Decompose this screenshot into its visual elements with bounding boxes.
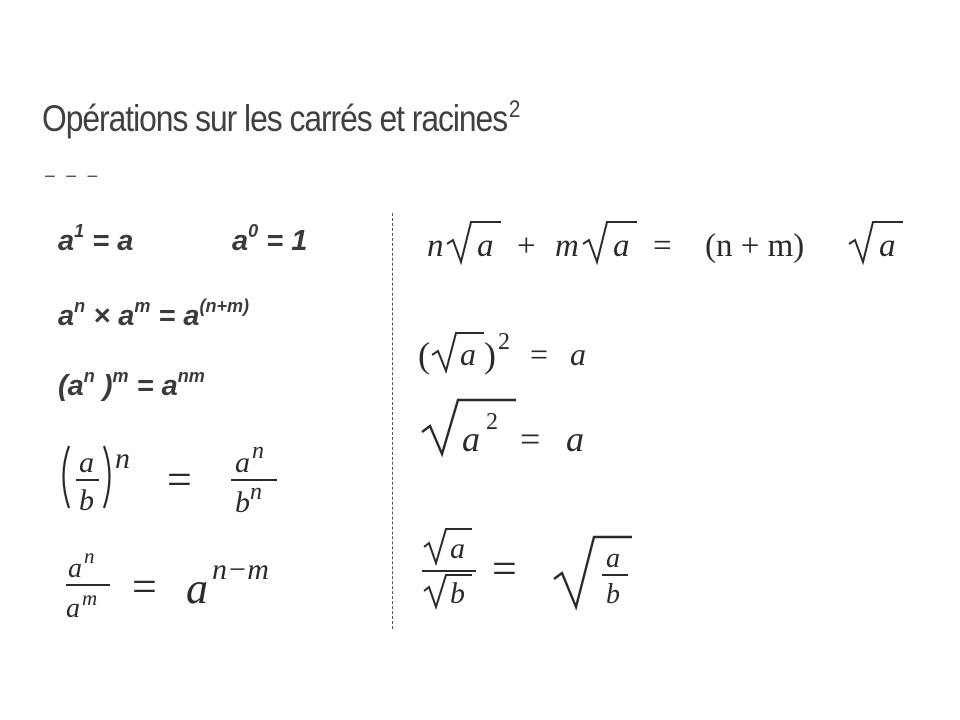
formula-power-one	[58, 221, 133, 258]
radicand: a	[613, 228, 630, 264]
numerator-radicand: a	[450, 532, 465, 565]
denominator: a	[66, 593, 80, 624]
equals-sign: =	[167, 455, 192, 504]
radicand: a	[460, 336, 476, 372]
formula-root-of-square	[420, 396, 620, 461]
result-numerator: a	[235, 446, 250, 479]
sqrt-symbol	[554, 537, 632, 607]
fraction-numerator: a	[79, 446, 94, 479]
right-paren	[104, 446, 110, 508]
equals-term: = a	[150, 300, 200, 332]
result-denominator: b	[606, 579, 620, 610]
radicand: a	[477, 228, 494, 264]
column-divider	[392, 213, 393, 629]
grouped-coefficient: (n + m)	[705, 228, 805, 264]
result: a	[570, 336, 586, 372]
base: a	[58, 300, 75, 332]
equals-sign: =	[653, 228, 672, 264]
equals-sign: =	[492, 544, 517, 593]
exponent: n	[252, 438, 264, 464]
formula-quotient-of-powers	[62, 545, 322, 630]
result-base: a	[186, 564, 208, 613]
exponent: 1	[74, 221, 85, 241]
result: = 1	[258, 225, 308, 257]
exponent: n	[250, 479, 262, 505]
exponent: m	[82, 586, 98, 610]
title-underline: − − −	[44, 166, 101, 188]
formula-sum-of-roots	[425, 218, 915, 268]
exponent: 0	[248, 221, 259, 241]
radicand: a	[879, 228, 896, 264]
exponent: nm	[177, 366, 205, 386]
result: a	[566, 419, 584, 459]
equals-term: = a	[128, 370, 178, 402]
exponent: 2	[498, 329, 510, 355]
exponent: m	[112, 366, 129, 386]
equals-sign: =	[520, 419, 541, 459]
formula-power-zero	[232, 221, 307, 258]
formula-power-of-power	[58, 366, 205, 403]
plus-sign: +	[517, 228, 536, 264]
exponent: n	[115, 442, 130, 475]
exponent: (n+m)	[199, 296, 250, 316]
base: (a	[58, 370, 84, 402]
numerator: a	[68, 553, 82, 584]
equals-sign: =	[132, 562, 157, 611]
times-term: × a	[85, 300, 135, 332]
base: a	[232, 225, 249, 257]
result-numerator: a	[606, 543, 620, 574]
exponent: n	[83, 366, 95, 386]
right-paren: )	[484, 335, 496, 375]
slide-title	[42, 96, 519, 140]
title-text: Opérations sur les carrés et racines	[42, 98, 508, 139]
paren: )	[94, 370, 113, 402]
radicand: a	[462, 419, 480, 459]
result: = a	[84, 225, 134, 257]
equals-sign: =	[530, 336, 549, 372]
denominator-radicand: b	[450, 577, 465, 610]
exponent: n	[74, 296, 86, 316]
result-exponent: n−m	[212, 553, 269, 586]
fraction-denominator: b	[79, 484, 94, 517]
exponent: m	[134, 296, 151, 316]
sqrt-symbol	[432, 333, 484, 371]
coefficient: n	[427, 228, 444, 264]
title-superscript: 2	[508, 96, 520, 123]
formula-power-of-fraction	[55, 436, 295, 526]
exponent: 2	[486, 409, 498, 435]
left-paren	[64, 446, 70, 508]
formula-square-of-root	[418, 325, 618, 380]
formula-product-of-powers	[58, 296, 249, 333]
left-paren: (	[418, 335, 430, 375]
coefficient: m	[555, 228, 579, 264]
formula-root-of-quotient	[420, 525, 640, 620]
base: a	[58, 225, 75, 257]
exponent: n	[84, 544, 95, 568]
result-denominator: b	[235, 486, 250, 519]
